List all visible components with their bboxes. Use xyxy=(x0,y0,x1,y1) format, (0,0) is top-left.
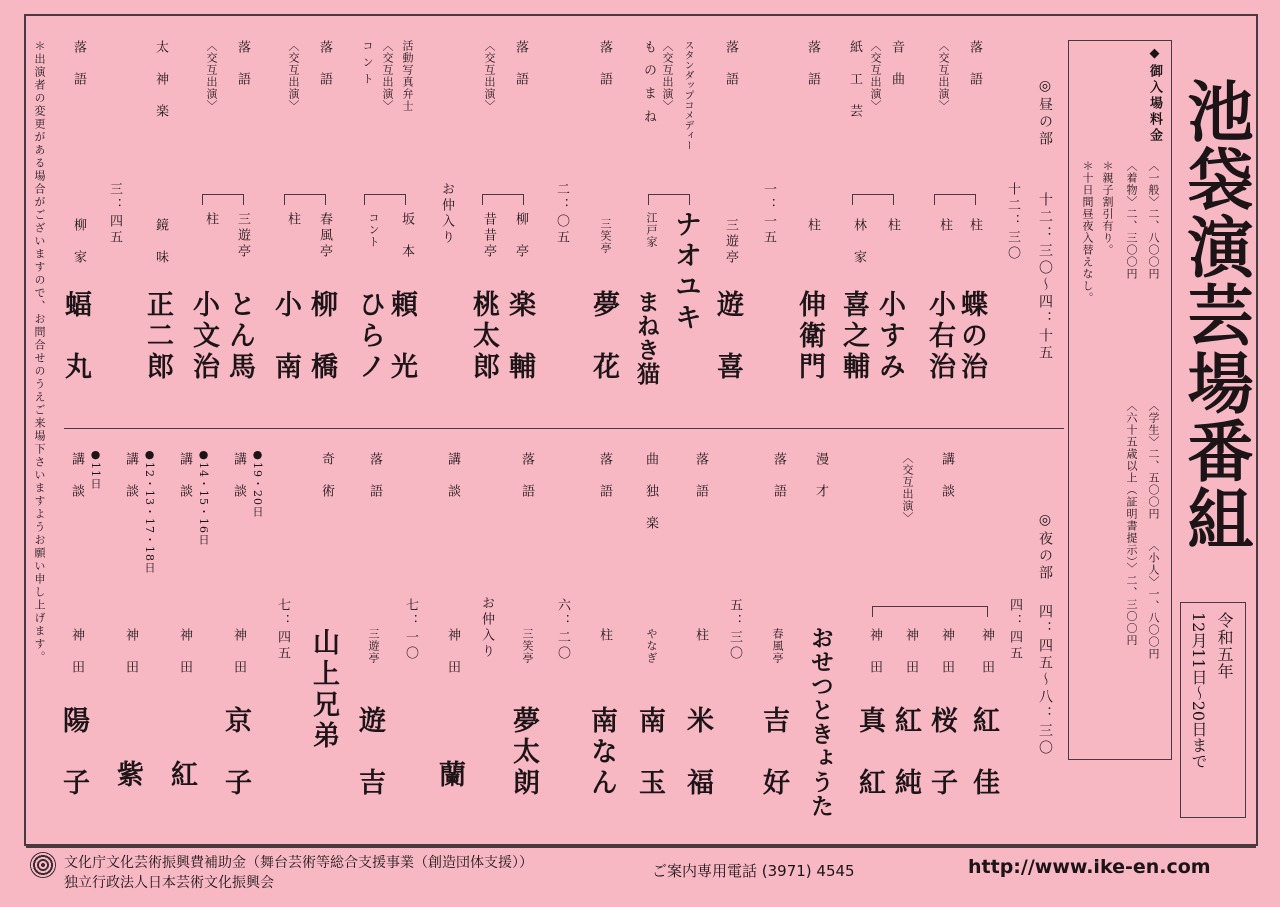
act-category: 落 語 xyxy=(519,452,534,500)
sponsor-logo-icon xyxy=(30,852,56,878)
act-category: 落 語 xyxy=(367,452,382,500)
act-category: 落 語 xyxy=(235,40,250,88)
performer-name: 小右治 xyxy=(924,290,955,383)
performer-name: 吉 好 xyxy=(758,706,789,799)
act-tei: 三笑亭 xyxy=(599,218,612,254)
act-tei: 柱 xyxy=(937,218,952,234)
day-heading: ◎昼の部 xyxy=(1037,78,1053,148)
performer-name: 楽 輔 xyxy=(504,290,535,383)
act-tei: 柳 亭 xyxy=(513,212,528,260)
price-student: 〈学生〉二、五〇〇円 xyxy=(1147,400,1160,520)
performer-name: 紅 xyxy=(166,760,197,791)
act-category: 講 談 xyxy=(177,452,192,500)
act-tei: 柱 xyxy=(203,212,218,228)
act-category: 曲 独 楽 xyxy=(643,452,658,532)
performer-name: 京 子 xyxy=(220,706,251,799)
act-category: 落 語 xyxy=(693,452,708,500)
act-note: 〈交互出演〉 xyxy=(901,452,914,524)
performer-name: 伸衛門 xyxy=(794,290,825,383)
act-tei: 柱 xyxy=(693,628,708,644)
bracket xyxy=(934,194,976,205)
act-category: 太 神 楽 xyxy=(153,40,168,120)
act-note: 〈交互出演〉 xyxy=(381,40,394,112)
act-category: 落 語 xyxy=(597,452,612,500)
act-category: 落 語 xyxy=(317,40,332,88)
act-tei: 三笑亭 xyxy=(521,628,534,664)
act-category: 講 談 xyxy=(939,452,954,500)
act-tei: 三遊亭 xyxy=(235,212,250,260)
day-time-1: 十二：三〇 xyxy=(1005,182,1020,262)
act-tei: 柱 xyxy=(885,218,900,234)
price-child: 〈小人〉一、八〇〇円 xyxy=(1147,540,1160,660)
day-time-2: 一：一五 xyxy=(761,182,776,246)
act-tei: 坂 本 xyxy=(399,212,414,260)
act-note: 〈交互出演〉 xyxy=(869,40,882,112)
performer-name: 紅 純 xyxy=(890,706,921,799)
act-category: も の ま ね xyxy=(641,40,656,126)
performer-name: 小すみ xyxy=(874,290,905,383)
act-tei: 江戸家 xyxy=(645,212,658,248)
performer-name: 喜之輔 xyxy=(838,290,869,383)
price-note-2: ＊十日間昼夜入替えなし。 xyxy=(1081,160,1094,304)
performer-name: まねき猫 xyxy=(633,290,659,386)
act-category: 奇 術 xyxy=(319,452,334,500)
night-time-3: 六：二〇 xyxy=(555,598,570,662)
night-time: 四：四五〜八：三〇 xyxy=(1037,604,1053,757)
night-time-5: 七：四五 xyxy=(275,598,290,662)
date-range: 12月11日〜20日まで xyxy=(1189,612,1208,770)
performer-name: 遊 喜 xyxy=(712,290,743,383)
act-tei: 神 田 xyxy=(867,628,882,676)
performer-name: おせつときょうた xyxy=(807,626,833,818)
night-time-2: 五：三〇 xyxy=(727,598,742,662)
act-tei: 昔昔亭 xyxy=(481,212,496,260)
act-tei: 柱 xyxy=(597,628,612,644)
performer-name: 正二郎 xyxy=(142,290,173,383)
act-category: 講 談 xyxy=(445,452,460,500)
night-time-1: 四：四五 xyxy=(1007,598,1022,662)
bracket xyxy=(482,194,524,205)
performer-name: 紫 xyxy=(112,760,143,791)
performer-name: 桃太郎 xyxy=(468,290,499,383)
bracket xyxy=(872,606,988,617)
act-tei: 神 田 xyxy=(445,628,460,676)
act-category: 落 語 xyxy=(805,40,820,88)
bracket xyxy=(284,194,326,205)
performer-name: 遊 吉 xyxy=(354,706,385,799)
performer-name: 米 福 xyxy=(682,706,713,799)
performer-name: 南なん xyxy=(586,706,617,799)
performer-name: 蝶の治 xyxy=(956,290,987,383)
act-category: 落 語 xyxy=(513,40,528,88)
act-category: 紙 工 芸 xyxy=(847,40,862,120)
act-tei: 神 田 xyxy=(177,628,192,676)
act-category: コ ン ト xyxy=(361,40,374,85)
night-heading: ◎夜の部 xyxy=(1037,512,1053,582)
performer-name: 小文治 xyxy=(188,290,219,383)
act-category: 講 談 xyxy=(69,452,84,500)
act-days: ●11日 xyxy=(89,448,102,490)
bracket xyxy=(202,194,244,205)
performer-name: 頼 光 xyxy=(386,290,417,383)
act-tei: 神 田 xyxy=(123,628,138,676)
performer-name: 柳 橋 xyxy=(306,290,337,383)
phone-number: ご案内専用電話 (3971) 4545 xyxy=(652,862,855,880)
price-heading: ◆御入場料金 xyxy=(1147,46,1162,144)
date-era: 令和五年 xyxy=(1215,612,1234,680)
performer-name: 真 紅 xyxy=(854,706,885,799)
act-category: 落 語 xyxy=(597,40,612,88)
section-divider xyxy=(64,428,1064,429)
act-category: 落 語 xyxy=(723,40,738,88)
act-tei: 三遊亭 xyxy=(723,218,738,266)
performer-name: ナオユキ xyxy=(670,210,701,334)
performer-name: 紅 佳 xyxy=(968,706,999,799)
act-category: 活動写真弁士 xyxy=(401,40,414,112)
performer-name: 陽 子 xyxy=(58,706,89,799)
act-tei: 柱 xyxy=(285,212,300,228)
performer-name: 小 南 xyxy=(270,290,301,383)
act-days: ●12・13・17・18日 xyxy=(143,448,156,574)
act-tei: 柱 xyxy=(805,218,820,234)
act-category: 音 曲 xyxy=(889,40,904,88)
price-kimono: 〈着物〉二、三〇〇円 xyxy=(1125,160,1138,280)
act-tei: 春風亭 xyxy=(317,212,332,260)
act-category: スタンダップコメディー xyxy=(682,40,693,150)
intermission-label: お仲入り xyxy=(439,182,454,246)
performer-name: 夢太朗 xyxy=(508,706,539,799)
act-tei: 春風亭 xyxy=(771,628,784,664)
price-senior: 〈六十五歳以上（証明書提示）〉二、三〇〇円 xyxy=(1125,400,1138,647)
bracket xyxy=(648,194,690,205)
act-tei: 神 田 xyxy=(69,628,84,676)
act-tei: 神 田 xyxy=(903,628,918,676)
performer-name: 山上兄弟 xyxy=(308,628,339,752)
night-time-4: 七：一〇 xyxy=(403,598,418,662)
day-time: 十二：三〇〜四：十五 xyxy=(1037,192,1053,362)
website-link[interactable]: http://www.ike-en.com xyxy=(968,856,1211,878)
intermission-label: お仲入り xyxy=(479,596,494,660)
act-note: 〈交互出演〉 xyxy=(937,40,950,112)
performer-name: 夢 花 xyxy=(588,290,619,383)
footer-divider xyxy=(26,846,1256,848)
price-note-1: ＊親子割引有り。 xyxy=(1101,160,1114,256)
act-tei: 三遊亭 xyxy=(367,628,380,664)
performer-name: ひらノ xyxy=(354,290,385,383)
performer-name: 桜 子 xyxy=(926,706,957,799)
act-category: 落 語 xyxy=(771,452,786,500)
day-time-3: 二：〇五 xyxy=(554,182,569,246)
performer-name: 南 玉 xyxy=(634,706,665,799)
act-note: 〈交互出演〉 xyxy=(205,40,218,112)
bracket xyxy=(852,194,894,205)
act-category: 落 語 xyxy=(71,40,86,88)
notice-text: ＊出演者の変更がある場合がございますので、お問合せのうえご来場下さいますようお願い申し上げます。 xyxy=(33,40,46,664)
day-time-4: 三：四五 xyxy=(107,182,122,246)
act-category: 漫 才 xyxy=(813,452,828,500)
act-tei: 神 田 xyxy=(939,628,954,676)
act-note: 〈交互出演〉 xyxy=(287,40,300,112)
act-days: ●14・15・16日 xyxy=(197,448,210,546)
act-tei: 柳 家 xyxy=(71,218,86,266)
sponsor-line-2: 独立行政法人日本芸術文化振興会 xyxy=(64,875,274,891)
act-tei: 柱 xyxy=(967,218,982,234)
act-note: 〈交互出演〉 xyxy=(661,40,674,112)
act-category: 講 談 xyxy=(123,452,138,500)
price-general: 〈一般〉二、八〇〇円 xyxy=(1147,160,1160,280)
act-days: ●19・20日 xyxy=(251,448,264,518)
bracket xyxy=(364,194,406,205)
performer-name: とん馬 xyxy=(224,290,255,383)
act-tei: 神 田 xyxy=(231,628,246,676)
act-tei: 林 家 xyxy=(851,218,866,266)
sponsor-line-1: 文化庁文化芸術振興費補助金（舞台芸術等総合支援事業（創造団体支援）） xyxy=(64,855,533,871)
act-category: 講 談 xyxy=(231,452,246,500)
performer-name: 蝠 丸 xyxy=(60,290,91,383)
act-tei: やなぎ xyxy=(645,628,658,664)
performer-name: 蘭 xyxy=(434,760,465,791)
act-tei: 神 田 xyxy=(979,628,994,676)
act-tei: 鏡 味 xyxy=(153,218,168,266)
act-category: 落 語 xyxy=(967,40,982,88)
act-tei: コント xyxy=(367,212,380,248)
page-title: 池袋演芸場番組 xyxy=(1176,77,1253,553)
act-note: 〈交互出演〉 xyxy=(483,40,496,112)
